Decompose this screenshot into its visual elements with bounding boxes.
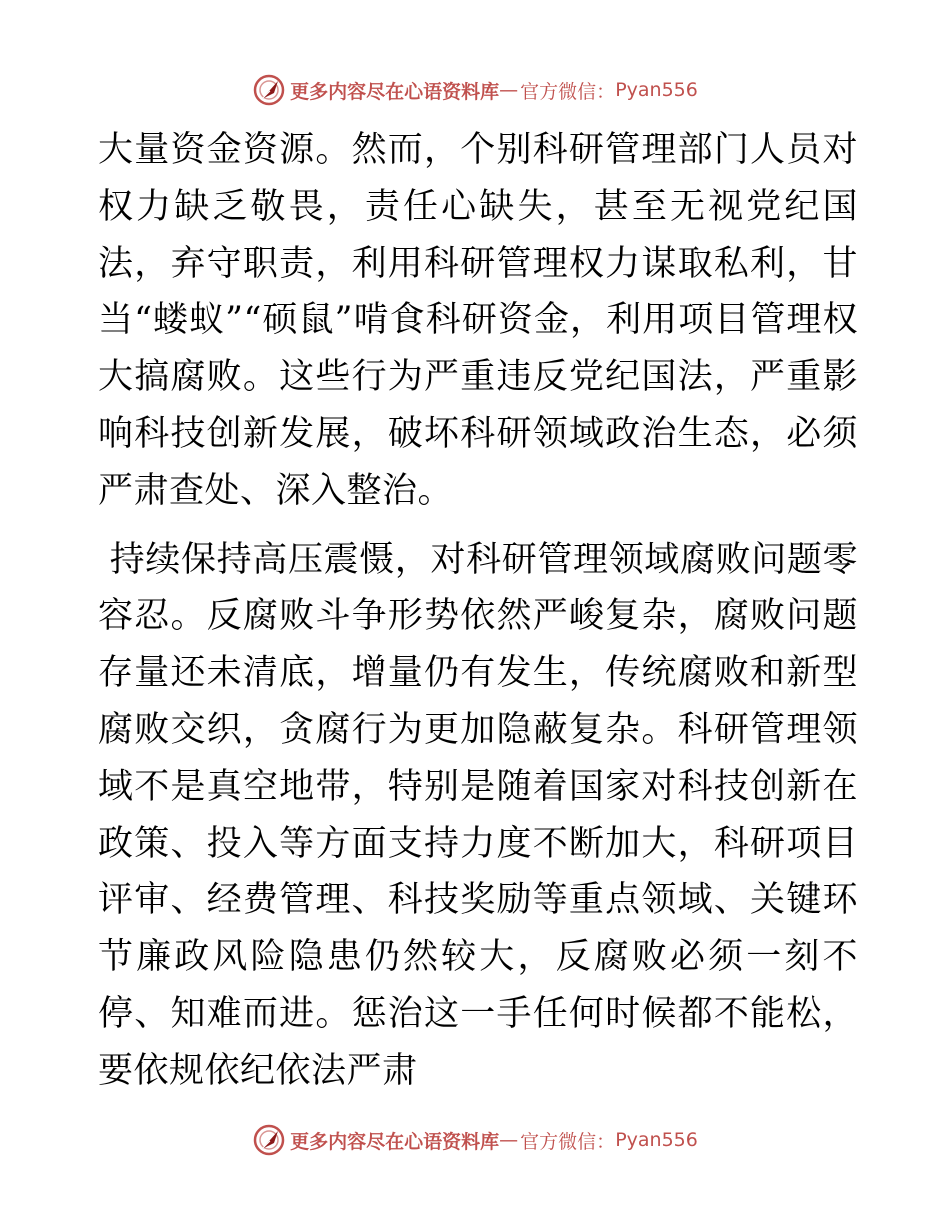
- watermark-official-label: 官方微信：: [520, 80, 616, 103]
- paragraph-2: 持续保持高压震慑，对科研管理领域腐败问题零容忍。反腐败斗争形势依然严峻复杂，腐败问题存量还未清底，增量仍有发生，传统腐败和新型腐败交织，贪腐行为更加隐蔽复杂。科研管理领域不是真空地带，特别是随着国家对科技创新在政策、投入等方面支持力度不断加大，科研项目评审、经费管理、科技奖励等重点领域、关键环节廉政风险隐患仍然较大，反腐败必须一刻不停、知难而进。惩治这一手任何时候都不能松，要依规依纪依法严肃: [98, 539, 858, 1091]
- paragraph-1: 大量资金资源。然而，个别科研管理部门人员对权力缺乏敬畏，责任心缺失，甚至无视党纪国法，弃守职责，利用科研管理权力谋取私利，甘当“蝼蚁”“硕鼠”啃食科研资金，利用项目管理权大搞腐败。这些行为严重违反党纪国法，严重影响科技创新发展，破坏科研领域政治生态，必须严肃查处、深入整治。: [98, 130, 858, 511]
- quill-logo-icon: [252, 1123, 286, 1157]
- watermark-separator: —: [499, 1129, 519, 1151]
- footer-watermark: [0, 1120, 950, 1160]
- header-watermark: [0, 70, 950, 110]
- quill-logo-icon: [252, 73, 286, 107]
- watermark-site-name: 更多内容尽在心语资料库: [290, 80, 500, 103]
- watermark-wechat-id: Pyan556: [615, 1129, 698, 1151]
- watermark-separator: —: [499, 79, 519, 101]
- watermark-site-name: 更多内容尽在心语资料库: [290, 1130, 500, 1153]
- watermark-wechat-id: Pyan556: [615, 79, 698, 101]
- document-body: [98, 122, 858, 1100]
- watermark-official-label: 官方微信：: [520, 1130, 616, 1153]
